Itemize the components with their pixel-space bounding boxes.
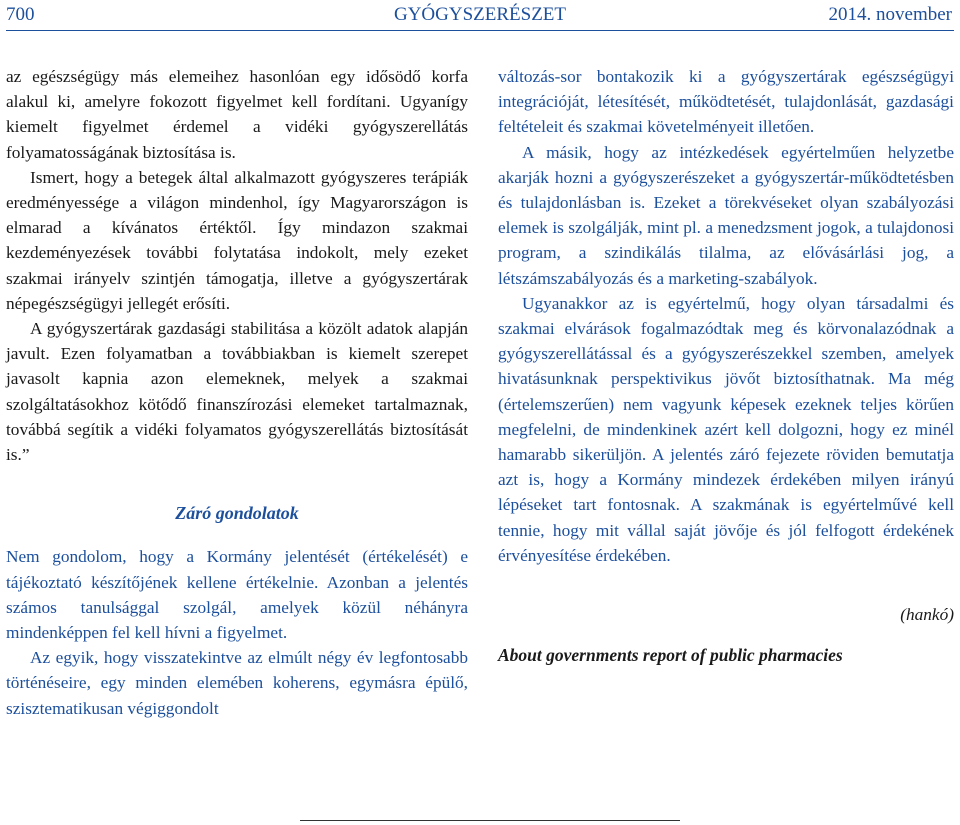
body-paragraph: Ugyanakkor az is egyértelmű, hogy olyan társadalmi és szakmai elvárások fogalmazódtak meg és körvonalazódnak a gyógyszerellátással és a gyógyszerészekkel szemben, amelyek hivatásunknak perspektivikus jövőt biztosíthatnak. Ma még (értelemszerűen) nem vagyunk képesek ezeknek teljes körűen megfelelni, de mindenkinek azért kell dolgozni, hogy ez minél hamarabb sikerüljön. A jelentés záró fejezete röviden bemutatja azt is, hogy a Kormány mindezek érdekében milyen irányú lépéseket tart fontosnak. A szakmának is egyértelművé kell tennie, hogy mit vállal saját jövője és jól felfogott érdekének érvényesítése érdekében. — [498, 293, 954, 565]
header-divider — [6, 30, 954, 31]
footnote-divider — [300, 820, 680, 821]
right-column — [498, 64, 954, 668]
page-number: 700 — [6, 4, 35, 25]
journal-title: GYÓGYSZERÉSZET — [393, 4, 567, 25]
left-column — [6, 64, 468, 721]
author-signature: (hankó) — [900, 605, 954, 625]
body-paragraph: A gyógyszertárak gazdasági stabilitása a közölt adatok alapján javult. Ezen folyamatban a továbbiakban is kiemelt szerepet javasolt kapnia azon elemeknek, melyek a szakmai szolgáltatásokhoz kötődő finanszírozási elemeket tartalmaznak, továbbá segítik a vidéki folyamatos gyógyszerellátás biztosítását is.” — [6, 319, 468, 465]
body-paragraph: változás-sor bontakozik ki a gyógyszertárak egészségügyi integrációját, létesítését, működtetését, tulajdonlását, gazdasági feltételeit és szakmai követelményeit illetően. — [498, 67, 954, 137]
body-paragraph: Az egyik, hogy visszatekintve az elmúlt négy év legfontosabb történéseire, egy minden elemében koherens, egymásra épülő, szisztematikusan végiggondolt — [6, 648, 468, 718]
english-abstract-title: About governments report of public pharmacies — [498, 645, 843, 666]
body-paragraph: az egészségügy más elemeihez hasonlóan egy idősödő korfa alakul ki, amelyre fokozott figyelmet kell fordítani. Ugyanígy kiemelt figyelmet érdemel a vidéki gyógyszerellátás folyamatosságának biztosítása is. — [6, 67, 468, 162]
body-paragraph: Nem gondolom, hogy a Kormány jelentését (értékelését) e tájékoztató készítőjének kellene értékelnie. Azonban a jelentés számos tanulsággal szolgál, amelyek közül néhányra mindenképpen fel kell hívni a figyelmet. — [6, 547, 468, 643]
issue-date: 2014. november — [828, 4, 952, 25]
body-paragraph: Ismert, hogy a betegek által alkalmazott gyógyszeres terápiák eredményessége a világon mindenhol, így Magyarországon is elmarad a kívánatos értéktől. Így mindazon szakmai kezdeményezések további folytatása indokolt, mely ezeket szakmai irányelv szintjén támogatja, illetve a gyógyszertárak népegészségügyi jellegét erősíti. — [6, 167, 468, 313]
body-paragraph: A másik, hogy az intézkedések egyértelműen helyzetbe akarják hozni a gyógyszerészeket a gyógyszertár-működtetésben és tulajdonlásban is. Ezeket a törekvéseket olyan szabályozási elemek is szolgálják, mint pl. a menedzsment jogok, a tulajdonosi program, a szindikálás tilalma, az elővásárlási jog, a létszámszabályozás és a marketing-szabályok. — [498, 142, 954, 288]
section-heading: Záró gondolatok — [175, 503, 299, 524]
page-header — [0, 0, 960, 32]
